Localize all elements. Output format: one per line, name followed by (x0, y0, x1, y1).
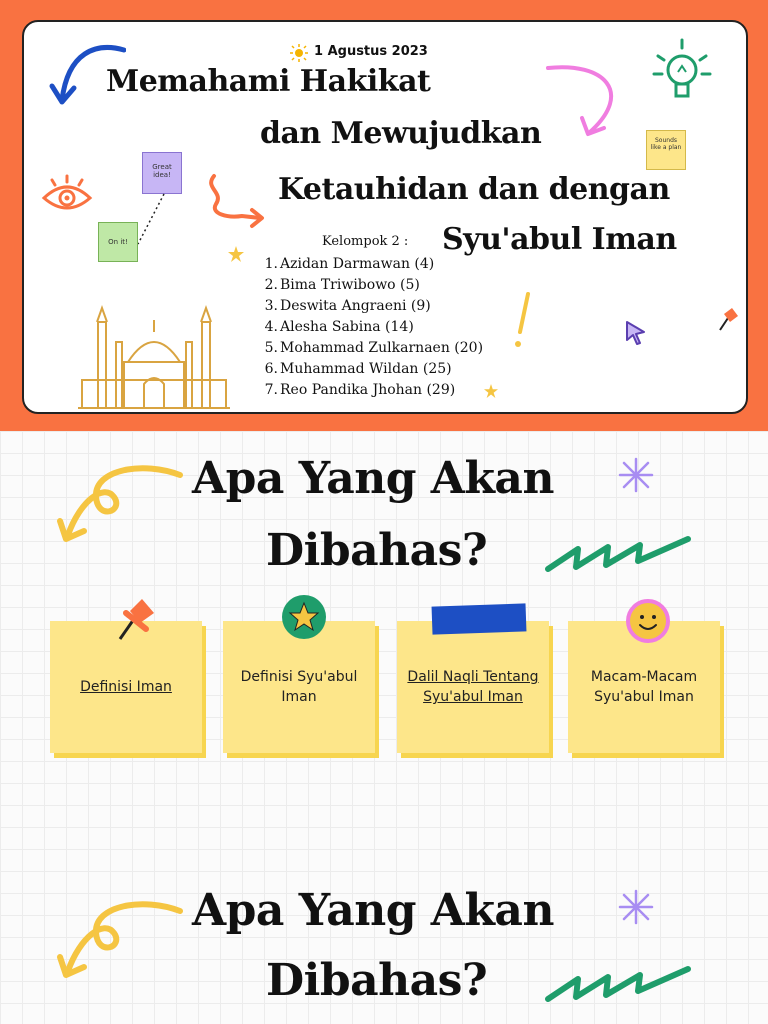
member-name: Bima Triwibowo (5) (280, 277, 420, 293)
star-icon (484, 384, 498, 398)
title-card (22, 20, 748, 414)
cursor-icon (624, 320, 648, 346)
title-slide (0, 0, 768, 431)
star-badge-icon (280, 593, 328, 641)
list-item (264, 317, 483, 338)
member-list (264, 254, 483, 401)
tape-strip (432, 603, 527, 634)
topic-card-label[interactable]: Definisi Iman (80, 679, 172, 695)
sticky-note-text: Great idea! (152, 163, 172, 179)
member-name: Reo Pandika Jhohan (29) (280, 382, 456, 398)
sticky-note-small (646, 130, 686, 170)
sparkle-icon (618, 457, 654, 493)
topic-card-label[interactable]: Dalil Naqli Tentang Syu'abul Iman (407, 669, 539, 705)
member-name: Azidan Darmawan (4) (280, 256, 435, 272)
list-item (264, 338, 483, 359)
topic-card-label[interactable]: Definisi Syu'abul Iman (240, 669, 358, 705)
list-item (264, 296, 483, 317)
sticky-note-text: On it! (108, 238, 128, 246)
sticky-note-green (98, 222, 138, 262)
pushpin-icon (716, 304, 740, 332)
list-item (264, 359, 483, 380)
topic-card-3[interactable] (397, 621, 549, 753)
smiley-icon (626, 599, 670, 643)
group-label: Kelompok 2 : (322, 234, 409, 249)
exclamation-icon (512, 290, 536, 350)
member-name: Muhammad Wildan (25) (280, 361, 452, 377)
title-line-3: Ketauhidan dan dengan (278, 172, 670, 207)
star-icon (228, 246, 244, 262)
member-number: 3. (264, 298, 278, 314)
list-item (264, 275, 483, 296)
next-heading-line-2: Dibahas? (266, 955, 488, 1006)
squiggle-arrow-icon (202, 172, 272, 232)
member-number: 2. (264, 277, 278, 293)
pushpin-icon (116, 595, 156, 641)
member-number: 6. (264, 361, 278, 377)
dotted-connector (132, 192, 172, 247)
member-number: 1. (264, 256, 278, 272)
topic-card-label[interactable]: Macam-Macam Syu'abul Iman (590, 669, 698, 705)
zigzag-icon (544, 531, 694, 577)
agenda-heading-line-1: Apa Yang Akan (192, 453, 554, 504)
sun-icon (290, 44, 308, 62)
sticky-note-purple (142, 152, 182, 194)
date-label: 1 Agustus 2023 (314, 44, 428, 59)
list-item (264, 254, 483, 275)
member-number: 7. (264, 382, 278, 398)
title-line-2: dan Mewujudkan (260, 116, 542, 151)
member-number: 5. (264, 340, 278, 356)
list-item (264, 380, 483, 401)
agenda-slide (0, 431, 768, 1024)
next-heading-line-1: Apa Yang Akan (192, 885, 554, 936)
title-line-1: Memahami Hakikat (106, 64, 431, 99)
mosque-icon (78, 292, 230, 412)
agenda-heading-line-2: Dibahas? (266, 525, 488, 576)
loop-arrow-icon (54, 897, 184, 992)
member-number: 4. (264, 319, 278, 335)
eye-icon (40, 174, 94, 218)
lightbulb-icon (650, 36, 720, 102)
loop-arrow-icon (54, 461, 184, 556)
sticky-note-text: Sounds like a plan (650, 137, 682, 151)
title-line-4: Syu'abul Iman (442, 222, 677, 257)
member-name: Deswita Angraeni (9) (280, 298, 431, 314)
pink-arrow-icon (544, 62, 634, 142)
sparkle-icon (618, 889, 654, 925)
member-name: Mohammad Zulkarnaen (20) (280, 340, 484, 356)
member-name: Alesha Sabina (14) (280, 319, 414, 335)
zigzag-icon (544, 961, 694, 1007)
